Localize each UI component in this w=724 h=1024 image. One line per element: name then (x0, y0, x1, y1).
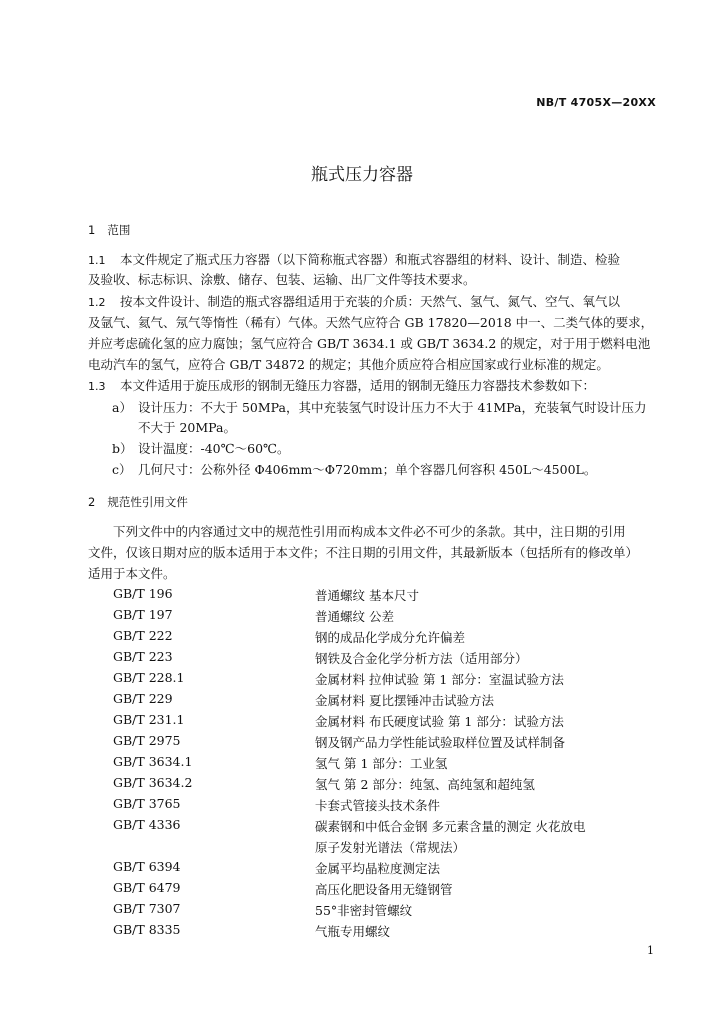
clause-1-3-line-1 (88, 378, 595, 395)
clause-1-2-text: 按本文件设计、制造的瓶式容器组适用于充装的介质：天然气、氢气、氮气、空气、氧气以 (120, 294, 621, 309)
section-2-number: 2 (88, 495, 96, 509)
list-item-c-text: 几何尺寸：公称外径 Φ406mm～Φ720mm；单个容器几何容积 450L～4500L。 (138, 462, 597, 477)
ref-code: GB/T 8335 (113, 922, 181, 937)
list-item-a-text: 设计压力：不大于 50MPa，其中充装氢气时设计压力不大于 41MPa，充装氧气时设计压力 (138, 400, 647, 415)
ref-name: 卡套式管接头技术条件 (315, 798, 441, 813)
ref-code: GB/T 3634.1 (113, 754, 193, 769)
ref-name: 气瓶专用螺纹 (315, 924, 391, 939)
ref-code: GB/T 229 (113, 691, 173, 706)
clause-1-2-line-3: 并应考虑硫化氢的应力腐蚀；氢气应符合 GB/T 3634.1 或 GB/T 3634.2 的规定，对于用于燃料电池 (88, 336, 651, 351)
clause-1-1-number: 1.1 (88, 254, 106, 267)
section-2-intro-line-3: 适用于本文件。 (88, 566, 176, 581)
clause-1-1-line-1 (88, 252, 620, 269)
clause-1-3-number: 1.3 (88, 380, 106, 393)
clause-1-2-line-4: 电动汽车的氢气，应符合 GB/T 34872 的规定；其他介质应符合相应国家或行业标准的规定。 (88, 357, 609, 372)
list-item-a (112, 400, 646, 416)
ref-name: 55°非密封管螺纹 (315, 903, 413, 918)
clause-1-2-line-1 (88, 294, 620, 311)
section-2-title: 规范性引用文件 (107, 495, 188, 509)
ref-name: 钢及钢产品力学性能试验取样位置及试样制备 (315, 735, 566, 750)
list-item-c (112, 462, 596, 478)
ref-name: 钢的成品化学成分允许偏差 (315, 630, 466, 645)
ref-code: GB/T 231.1 (113, 712, 185, 727)
ref-code: GB/T 196 (113, 586, 173, 601)
section-2-intro-line-2: 文件，仅该日期对应的版本适用于本文件；不注日期的引用文件，其最新版本（包括所有的修改单） (88, 545, 639, 560)
clause-1-2-number: 1.2 (88, 296, 106, 309)
list-item-a-cont: 不大于 20MPa。 (138, 420, 236, 435)
ref-name-cont: 原子发射光谱法（常规法） (315, 840, 466, 855)
ref-name: 金属平均晶粒度测定法 (315, 861, 441, 876)
ref-code: GB/T 6479 (113, 880, 181, 895)
standard-number: NB/T 4705X—20XX (536, 96, 656, 109)
list-item-b (112, 441, 290, 457)
ref-code: GB/T 197 (113, 607, 173, 622)
section-1-title: 范围 (107, 223, 131, 237)
list-item-b-text: 设计温度：-40℃～60℃。 (138, 441, 290, 456)
ref-name: 普通螺纹 公差 (315, 609, 394, 624)
section-1-number: 1 (88, 223, 96, 237)
ref-code: GB/T 3765 (113, 796, 181, 811)
ref-code: GB/T 7307 (113, 901, 181, 916)
list-marker-a: a） (112, 400, 132, 415)
clause-1-1-line-2: 及验收、标志标识、涂敷、储存、包装、运输、出厂文件等技术要求。 (88, 272, 476, 287)
clause-1-3-text: 本文件适用于旋压成形的钢制无缝压力容器，适用的钢制无缝压力容器技术参数如下： (120, 378, 596, 393)
section-2-intro-line-1: 下列文件中的内容通过文中的规范性引用而构成本文件必不可少的条款。其中，注日期的引用 (113, 524, 626, 539)
ref-name: 氢气 第 1 部分：工业氢 (315, 756, 448, 771)
list-marker-b: b） (112, 441, 133, 456)
ref-name: 氢气 第 2 部分：纯氢、高纯氢和超纯氢 (315, 777, 535, 792)
document-title: 瓶式压力容器 (311, 165, 413, 185)
ref-code: GB/T 228.1 (113, 670, 185, 685)
page-number: 1 (647, 944, 654, 957)
ref-code: GB/T 2975 (113, 733, 181, 748)
ref-name: 普通螺纹 基本尺寸 (315, 588, 419, 603)
section-2-heading (88, 494, 188, 510)
list-marker-c: c） (112, 462, 132, 477)
ref-name: 金属材料 拉伸试验 第 1 部分：室温试验方法 (315, 672, 564, 687)
clause-1-2-line-2: 及氩气、氦气、氖气等惰性（稀有）气体。天然气应符合 GB 17820—2018 中一、二类气体的要求， (88, 315, 654, 330)
ref-name: 金属材料 夏比摆锤冲击试验方法 (315, 693, 494, 708)
ref-code: GB/T 222 (113, 628, 173, 643)
ref-code: GB/T 6394 (113, 859, 181, 874)
ref-code: GB/T 3634.2 (113, 775, 193, 790)
ref-name: 金属材料 布氏硬度试验 第 1 部分：试验方法 (315, 714, 564, 729)
ref-code: GB/T 4336 (113, 817, 181, 832)
ref-name: 高压化肥设备用无缝钢管 (315, 882, 453, 897)
section-1-heading (88, 222, 130, 238)
ref-name: 钢铁及合金化学分析方法（适用部分） (315, 651, 528, 666)
clause-1-1-text: 本文件规定了瓶式压力容器（以下简称瓶式容器）和瓶式容器组的材料、设计、制造、检验 (120, 252, 621, 267)
ref-name: 碳素钢和中低合金钢 多元素含量的测定 火花放电 (315, 819, 586, 834)
ref-code: GB/T 223 (113, 649, 173, 664)
